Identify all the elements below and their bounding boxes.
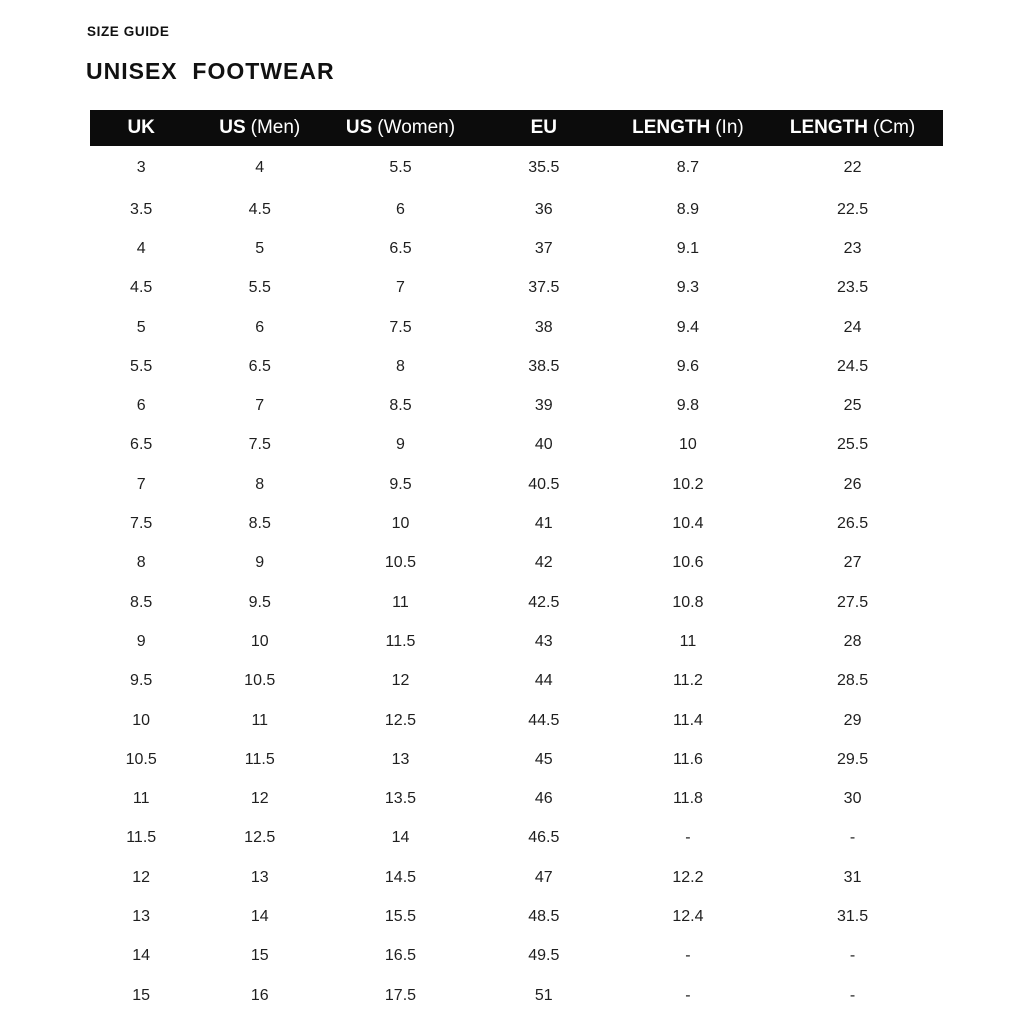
size-cell: 9 bbox=[255, 554, 265, 572]
table-row bbox=[90, 347, 943, 386]
size-cell: 4.5 bbox=[130, 279, 153, 297]
size-cell: 13 bbox=[132, 907, 151, 925]
table-row bbox=[90, 229, 943, 268]
size-cell: 10.6 bbox=[672, 554, 704, 572]
size-cell: 40 bbox=[534, 436, 553, 454]
size-cell: 24.5 bbox=[837, 357, 869, 375]
size-cell: 9.6 bbox=[676, 357, 700, 375]
size-cell: 10 bbox=[250, 632, 269, 650]
table-row bbox=[90, 937, 943, 976]
page-title: UNISEX FOOTWEAR bbox=[86, 58, 335, 84]
size-cell: 9.5 bbox=[389, 475, 412, 493]
column-header-sublabel: (Men) bbox=[250, 117, 301, 138]
table-row bbox=[90, 426, 943, 465]
size-cell: 44 bbox=[534, 672, 553, 690]
size-cell: 11 bbox=[132, 790, 150, 808]
size-cell: 6.5 bbox=[389, 239, 412, 257]
header-row bbox=[90, 110, 943, 146]
table-row bbox=[90, 701, 943, 740]
size-cell: 14 bbox=[132, 947, 151, 965]
size-cell: 10 bbox=[391, 515, 410, 533]
table-row bbox=[90, 504, 943, 543]
size-cell: 37 bbox=[534, 239, 553, 257]
size-cell: 10.2 bbox=[672, 475, 704, 493]
size-cell: 28 bbox=[843, 632, 862, 650]
size-cell: 28.5 bbox=[837, 672, 869, 690]
size-cell: 9.3 bbox=[676, 279, 700, 297]
size-cell: 8.9 bbox=[676, 200, 700, 218]
size-cell: 23.5 bbox=[837, 279, 869, 297]
size-cell: 14 bbox=[391, 829, 410, 847]
size-cell: 30 bbox=[843, 790, 862, 808]
size-cell: 11 bbox=[251, 711, 269, 729]
size-cell: 43 bbox=[534, 632, 553, 650]
size-cell: 11.8 bbox=[672, 790, 703, 808]
size-cell: 14 bbox=[250, 907, 269, 925]
column-header-us-men bbox=[192, 110, 327, 146]
size-cell: 42 bbox=[534, 554, 553, 572]
size-cell: 8.7 bbox=[676, 159, 700, 176]
size-cell: 9.5 bbox=[248, 593, 271, 611]
table-header bbox=[90, 110, 943, 146]
size-cell: 15.5 bbox=[384, 907, 417, 925]
size-cell: 6.5 bbox=[248, 357, 271, 375]
size-cell: 12.5 bbox=[244, 829, 276, 847]
size-cell: 10 bbox=[679, 436, 697, 454]
size-cell: 6 bbox=[136, 397, 146, 415]
eyebrow-label: SIZE GUIDE bbox=[87, 24, 170, 39]
size-cell: 27 bbox=[843, 554, 862, 572]
size-cell: 24 bbox=[843, 318, 862, 336]
size-cell: 11 bbox=[392, 593, 409, 611]
size-cell: 42.5 bbox=[528, 593, 560, 611]
size-cell: 6.5 bbox=[130, 436, 153, 454]
size-cell: 8.5 bbox=[389, 397, 412, 415]
size-cell: 46 bbox=[534, 790, 553, 808]
size-cell: 5.5 bbox=[130, 357, 153, 375]
size-cell: 8 bbox=[136, 554, 146, 572]
size-cell: 47 bbox=[534, 868, 553, 886]
size-cell: 46.5 bbox=[528, 829, 560, 847]
size-cell: 26 bbox=[843, 475, 862, 493]
size-cell: 48.5 bbox=[528, 907, 560, 925]
size-cell: 31 bbox=[843, 868, 862, 886]
size-cell: 29 bbox=[843, 711, 862, 729]
table-row bbox=[90, 544, 943, 583]
column-header-label: EU bbox=[530, 117, 557, 138]
size-cell: 11.5 bbox=[126, 829, 157, 847]
size-cell: 12.2 bbox=[672, 868, 704, 886]
size-cell: 36 bbox=[534, 200, 553, 218]
column-header-label: US bbox=[345, 117, 373, 138]
size-cell: 38 bbox=[534, 318, 553, 336]
size-cell: 10.8 bbox=[672, 593, 704, 611]
size-cell: 17.5 bbox=[384, 986, 417, 1004]
size-cell: 5.5 bbox=[248, 279, 271, 297]
size-cell: 39 bbox=[534, 397, 553, 415]
size-cell: 13.5 bbox=[384, 790, 417, 808]
size-cell: 5.5 bbox=[389, 159, 412, 176]
size-cell: 4 bbox=[136, 239, 146, 257]
size-cell: 4.5 bbox=[248, 200, 271, 218]
column-header-eu bbox=[474, 110, 614, 146]
size-cell: 6 bbox=[255, 318, 265, 336]
size-cell: 9.1 bbox=[676, 239, 700, 257]
size-cell: 16.5 bbox=[384, 947, 417, 965]
column-header-label: US bbox=[219, 117, 246, 138]
size-cell: - bbox=[685, 986, 691, 1004]
size-cell: 11.5 bbox=[244, 750, 275, 768]
size-cell: 3 bbox=[136, 159, 146, 176]
size-cell: 7 bbox=[255, 397, 265, 415]
size-cell: 9 bbox=[396, 436, 405, 454]
size-cell: 9.5 bbox=[130, 672, 153, 690]
size-guide-table bbox=[90, 110, 943, 1015]
table-row bbox=[90, 897, 943, 936]
column-header-length-in bbox=[614, 110, 762, 146]
size-cell: - bbox=[685, 947, 691, 965]
table-row bbox=[90, 662, 943, 701]
size-cell: 7.5 bbox=[389, 318, 412, 336]
size-table-body bbox=[90, 146, 943, 1015]
table-row bbox=[90, 858, 943, 897]
size-cell: 5 bbox=[255, 239, 265, 257]
size-cell: 7.5 bbox=[130, 515, 153, 533]
size-cell: 10.5 bbox=[244, 672, 276, 690]
size-cell: 8.5 bbox=[248, 515, 271, 533]
size-cell: 49.5 bbox=[528, 947, 560, 965]
size-cell: 11 bbox=[679, 632, 697, 650]
table-row bbox=[90, 190, 943, 229]
table-row bbox=[90, 740, 943, 779]
size-cell: 25.5 bbox=[837, 436, 869, 454]
size-cell: 23 bbox=[843, 239, 862, 257]
column-header-label: UK bbox=[127, 117, 155, 138]
size-cell: 14.5 bbox=[384, 868, 417, 886]
size-cell: 7 bbox=[136, 475, 146, 493]
size-cell: 26.5 bbox=[837, 515, 869, 533]
size-cell: 51 bbox=[534, 986, 553, 1004]
size-cell: 4 bbox=[255, 159, 265, 176]
size-cell: 12 bbox=[250, 790, 269, 808]
size-cell: 8 bbox=[255, 475, 265, 493]
size-cell: 25 bbox=[843, 397, 862, 415]
size-cell: - bbox=[849, 947, 856, 965]
size-cell: 41 bbox=[534, 515, 553, 533]
column-header-label: LENGTH bbox=[789, 117, 869, 138]
size-cell: 11.5 bbox=[385, 632, 416, 650]
size-cell: 12 bbox=[391, 672, 410, 690]
size-cell: 5 bbox=[136, 318, 146, 336]
column-header-sublabel: (In) bbox=[715, 117, 744, 138]
size-cell: 22 bbox=[843, 159, 862, 176]
column-header-sublabel: (Women) bbox=[377, 117, 456, 138]
table-row bbox=[90, 146, 943, 190]
table-row bbox=[90, 465, 943, 504]
size-cell: 13 bbox=[391, 750, 410, 768]
size-cell: 27.5 bbox=[837, 593, 869, 611]
column-header-uk bbox=[90, 110, 192, 146]
size-cell: 8 bbox=[396, 357, 405, 375]
size-cell: 10.5 bbox=[125, 750, 157, 768]
size-cell: 7.5 bbox=[248, 436, 271, 454]
column-header-label: LENGTH bbox=[632, 117, 711, 138]
size-cell: - bbox=[849, 986, 856, 1004]
size-cell: 11.2 bbox=[672, 672, 703, 690]
size-cell: 15 bbox=[132, 986, 151, 1004]
table-row bbox=[90, 308, 943, 347]
size-cell: 16 bbox=[250, 986, 269, 1004]
size-cell: 12 bbox=[132, 868, 151, 886]
table-row bbox=[90, 583, 943, 622]
size-cell: 11.6 bbox=[672, 750, 703, 768]
table-row bbox=[90, 976, 943, 1015]
table-row bbox=[90, 779, 943, 818]
size-cell: 10 bbox=[132, 711, 151, 729]
size-cell: 12.5 bbox=[384, 711, 417, 729]
size-cell: 29.5 bbox=[837, 750, 869, 768]
size-cell: 9.8 bbox=[676, 397, 700, 415]
size-cell: 11.4 bbox=[672, 711, 703, 729]
size-cell: - bbox=[849, 829, 856, 847]
size-cell: - bbox=[685, 829, 691, 847]
table-row bbox=[90, 819, 943, 858]
column-header-sublabel: (Cm) bbox=[873, 117, 916, 138]
table-row bbox=[90, 622, 943, 661]
size-cell: 9.4 bbox=[676, 318, 700, 336]
table-row bbox=[90, 269, 943, 308]
size-cell: 45 bbox=[534, 750, 553, 768]
size-cell: 38.5 bbox=[528, 357, 560, 375]
size-cell: 12.4 bbox=[672, 907, 704, 925]
size-cell: 31.5 bbox=[837, 907, 869, 925]
size-cell: 10.5 bbox=[384, 554, 417, 572]
column-header-length-cm bbox=[762, 110, 943, 146]
size-cell: 15 bbox=[250, 947, 269, 965]
size-cell: 35.5 bbox=[528, 159, 560, 176]
size-cell: 9 bbox=[136, 632, 146, 650]
size-cell: 44.5 bbox=[528, 711, 560, 729]
size-cell: 8.5 bbox=[130, 593, 153, 611]
size-cell: 13 bbox=[250, 868, 269, 886]
column-header-us-women bbox=[327, 110, 474, 146]
size-cell: 10.4 bbox=[672, 515, 704, 533]
size-cell: 37.5 bbox=[528, 279, 560, 297]
table-row bbox=[90, 386, 943, 425]
size-cell: 7 bbox=[396, 279, 405, 297]
size-cell: 3.5 bbox=[130, 200, 153, 218]
size-cell: 40.5 bbox=[528, 475, 560, 493]
size-cell: 6 bbox=[396, 200, 405, 218]
size-cell: 22.5 bbox=[837, 200, 869, 218]
